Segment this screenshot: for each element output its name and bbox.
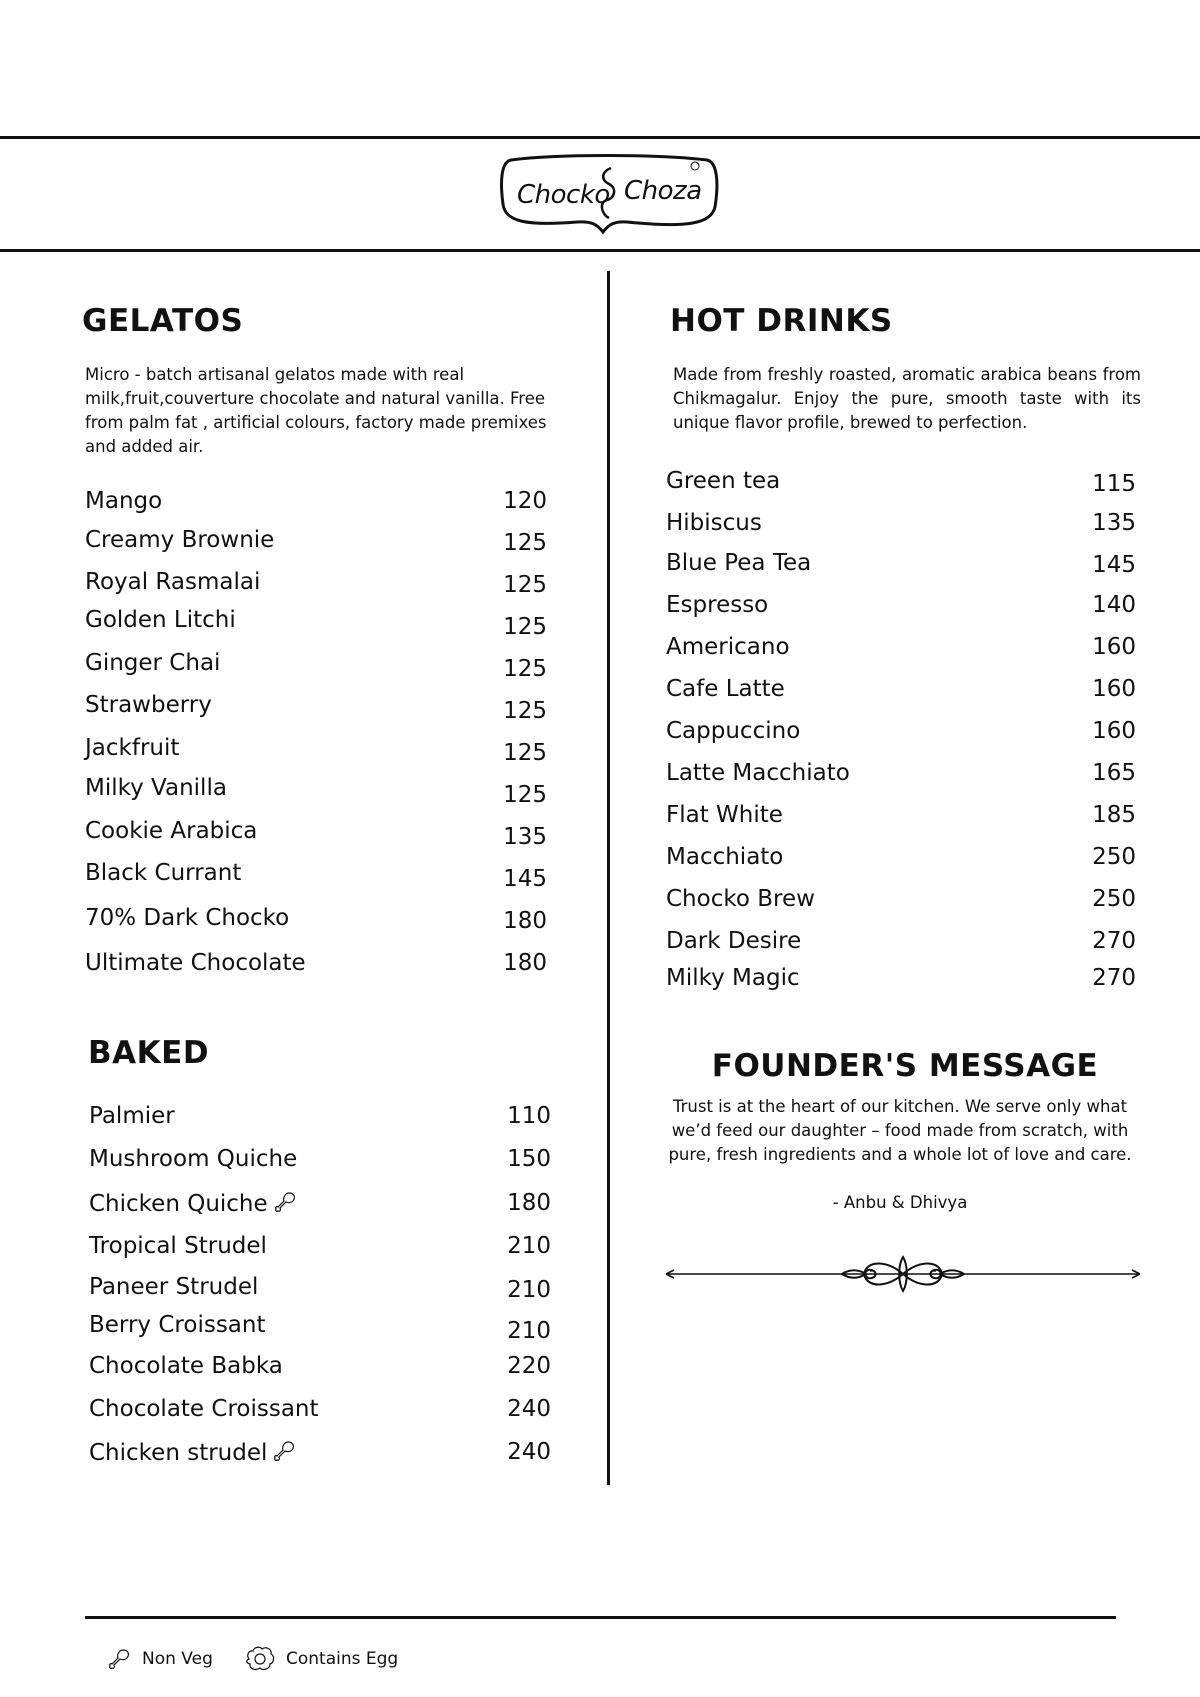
menu-item bbox=[666, 468, 1136, 502]
logo-word-right: Choza bbox=[624, 176, 702, 206]
menu-item bbox=[85, 650, 547, 690]
legend-egg bbox=[244, 1645, 398, 1673]
menu-item-price: 115 bbox=[1092, 471, 1136, 497]
menu-item-price: 125 bbox=[503, 530, 547, 556]
menu-item-price: 270 bbox=[1092, 965, 1136, 991]
brand-logo bbox=[497, 152, 721, 236]
menu-item-name: Berry Croissant bbox=[89, 1312, 266, 1338]
menu-item bbox=[666, 550, 1136, 584]
menu-item bbox=[85, 905, 547, 942]
menu-item-price: 160 bbox=[1092, 634, 1136, 660]
menu-item-label: Chicken strudel bbox=[89, 1440, 268, 1466]
menu-item bbox=[85, 818, 547, 858]
menu-item-name: Royal Rasmalai bbox=[85, 569, 261, 595]
menu-item-name: Mango bbox=[85, 488, 163, 514]
menu-item-name: 70% Dark Chocko bbox=[85, 905, 290, 931]
legend-non-veg bbox=[108, 1645, 213, 1673]
menu-item bbox=[666, 718, 1136, 752]
menu-item-name: Cafe Latte bbox=[666, 676, 785, 702]
menu-item-price: 125 bbox=[503, 572, 547, 598]
menu-item-price: 250 bbox=[1092, 844, 1136, 870]
menu-item-name: Strawberry bbox=[85, 692, 212, 718]
menu-item bbox=[89, 1274, 551, 1308]
menu-item-price: 180 bbox=[503, 908, 547, 934]
menu-item-price: 160 bbox=[1092, 676, 1136, 702]
menu-item bbox=[666, 965, 1136, 999]
menu-item bbox=[666, 510, 1136, 544]
legend-egg-label: Contains Egg bbox=[286, 1649, 399, 1669]
menu-item-name: Ginger Chai bbox=[85, 650, 221, 676]
menu-item-name: Latte Macchiato bbox=[666, 760, 850, 786]
founder-message: Trust is at the heart of our kitchen. We serve only what we’d feed our daughter – food made from scratch, with pure, fresh ingredients and a whole lot of love and care. bbox=[668, 1097, 1132, 1164]
menu-item-price: 135 bbox=[1092, 510, 1136, 536]
menu-item-name: Golden Litchi bbox=[85, 607, 236, 633]
menu-item bbox=[666, 634, 1136, 668]
menu-item bbox=[89, 1233, 551, 1267]
menu-item-name: Green tea bbox=[666, 468, 781, 494]
menu-item bbox=[89, 1103, 551, 1137]
menu-item-price: 145 bbox=[1092, 552, 1136, 578]
menu-item bbox=[89, 1146, 551, 1180]
menu-item-price: 210 bbox=[507, 1318, 551, 1344]
egg-icon bbox=[244, 1645, 276, 1673]
menu-item-name: Mushroom Quiche bbox=[89, 1146, 298, 1172]
menu-item-name bbox=[89, 1190, 298, 1217]
menu-item bbox=[89, 1396, 551, 1430]
menu-item-price: 210 bbox=[507, 1233, 551, 1259]
menu-item-name: Americano bbox=[666, 634, 790, 660]
menu-item-label: Chicken Quiche bbox=[89, 1191, 268, 1217]
menu-item bbox=[85, 692, 547, 732]
header-bottom-rule bbox=[0, 249, 1200, 252]
menu-item-price: 110 bbox=[507, 1103, 551, 1129]
menu-item bbox=[85, 488, 547, 522]
flourish-divider bbox=[662, 1251, 1144, 1297]
menu-item bbox=[85, 860, 547, 900]
menu-item bbox=[85, 527, 547, 564]
menu-item bbox=[85, 950, 547, 984]
menu-item bbox=[85, 775, 547, 816]
menu-item-price: 125 bbox=[503, 782, 547, 808]
header-top-rule bbox=[0, 136, 1200, 139]
column-divider bbox=[607, 271, 610, 1485]
menu-item-price: 145 bbox=[503, 866, 547, 892]
menu-item-name: Jackfruit bbox=[85, 735, 180, 761]
menu-item-name: Espresso bbox=[666, 592, 769, 618]
menu-item-price: 125 bbox=[503, 698, 547, 724]
menu-item-name: Tropical Strudel bbox=[89, 1233, 267, 1259]
menu-item bbox=[85, 735, 547, 774]
menu-item-name: Cappuccino bbox=[666, 718, 801, 744]
menu-item-price: 270 bbox=[1092, 928, 1136, 954]
hot-drinks-heading: HOT DRINKS bbox=[670, 303, 893, 339]
menu-item-name: Chocolate Babka bbox=[89, 1353, 283, 1379]
menu-item-price: 250 bbox=[1092, 886, 1136, 912]
menu-item-price: 120 bbox=[503, 488, 547, 514]
gelatos-description: Micro - batch artisanal gelatos made with real milk,fruit,couverture chocolate and natural vanilla. Free from palm fat , artificial colours, factory made premixes and added air. bbox=[85, 365, 547, 456]
menu-item bbox=[89, 1190, 551, 1224]
menu-item-price: 135 bbox=[503, 824, 547, 850]
menu-item-price: 220 bbox=[507, 1353, 551, 1379]
founder-signature: - Anbu & Dhivya bbox=[832, 1193, 968, 1212]
menu-item bbox=[85, 607, 547, 648]
logo-word-left: Chocko bbox=[517, 180, 610, 210]
menu-item bbox=[666, 928, 1136, 962]
menu-item-price: 165 bbox=[1092, 760, 1136, 786]
menu-item bbox=[89, 1353, 551, 1387]
menu-item-price: 185 bbox=[1092, 802, 1136, 828]
founder-heading: FOUNDER'S MESSAGE bbox=[711, 1048, 1099, 1084]
hot-drinks-description: Made from freshly roasted, aromatic arabica beans from Chikmagalur. Enjoy the pure, smooth taste with its unique flavor profile, brewed to perfection. bbox=[673, 365, 1141, 432]
menu-item-price: 125 bbox=[503, 740, 547, 766]
drumstick-icon bbox=[108, 1647, 132, 1671]
drumstick-icon bbox=[273, 1439, 297, 1463]
menu-item bbox=[666, 844, 1136, 878]
footer-rule bbox=[85, 1616, 1116, 1619]
menu-item-name: Black Currant bbox=[85, 860, 242, 886]
menu-item-price: 140 bbox=[1092, 592, 1136, 618]
menu-item-price: 125 bbox=[503, 656, 547, 682]
menu-item-name: Hibiscus bbox=[666, 510, 762, 536]
menu-item-name: Milky Vanilla bbox=[85, 775, 227, 801]
menu-item bbox=[666, 886, 1136, 920]
menu-item bbox=[89, 1439, 551, 1473]
menu-item-name: Creamy Brownie bbox=[85, 527, 275, 553]
menu-item bbox=[666, 676, 1136, 710]
menu-item bbox=[666, 592, 1136, 626]
menu-item bbox=[89, 1312, 551, 1346]
menu-item-price: 150 bbox=[507, 1146, 551, 1172]
gelatos-heading: GELATOS bbox=[82, 303, 244, 339]
menu-item-name: Cookie Arabica bbox=[85, 818, 258, 844]
menu-item bbox=[666, 802, 1136, 836]
menu-item-name: Palmier bbox=[89, 1103, 175, 1129]
drumstick-icon bbox=[274, 1190, 298, 1214]
menu-item-name: Macchiato bbox=[666, 844, 784, 870]
menu-item-name: Milky Magic bbox=[666, 965, 800, 991]
menu-item-price: 240 bbox=[507, 1396, 551, 1422]
menu-item-name: Ultimate Chocolate bbox=[85, 950, 306, 976]
menu-item-price: 180 bbox=[507, 1190, 551, 1216]
menu-item-price: 180 bbox=[503, 950, 547, 976]
menu-item-price: 240 bbox=[507, 1439, 551, 1465]
menu-item bbox=[85, 569, 547, 606]
baked-heading: BAKED bbox=[88, 1035, 210, 1071]
menu-item-name: Chocolate Croissant bbox=[89, 1396, 319, 1422]
menu-item-name bbox=[89, 1439, 297, 1466]
menu-item-price: 160 bbox=[1092, 718, 1136, 744]
menu-item-name: Dark Desire bbox=[666, 928, 802, 954]
menu-item-name: Paneer Strudel bbox=[89, 1274, 259, 1300]
menu-item-name: Blue Pea Tea bbox=[666, 550, 812, 576]
menu-item-price: 210 bbox=[507, 1277, 551, 1303]
legend-non-veg-label: Non Veg bbox=[142, 1649, 213, 1669]
menu-item-name: Chocko Brew bbox=[666, 886, 815, 912]
menu-item-price: 125 bbox=[503, 614, 547, 640]
menu-item-name: Flat White bbox=[666, 802, 783, 828]
menu-item bbox=[666, 760, 1136, 794]
